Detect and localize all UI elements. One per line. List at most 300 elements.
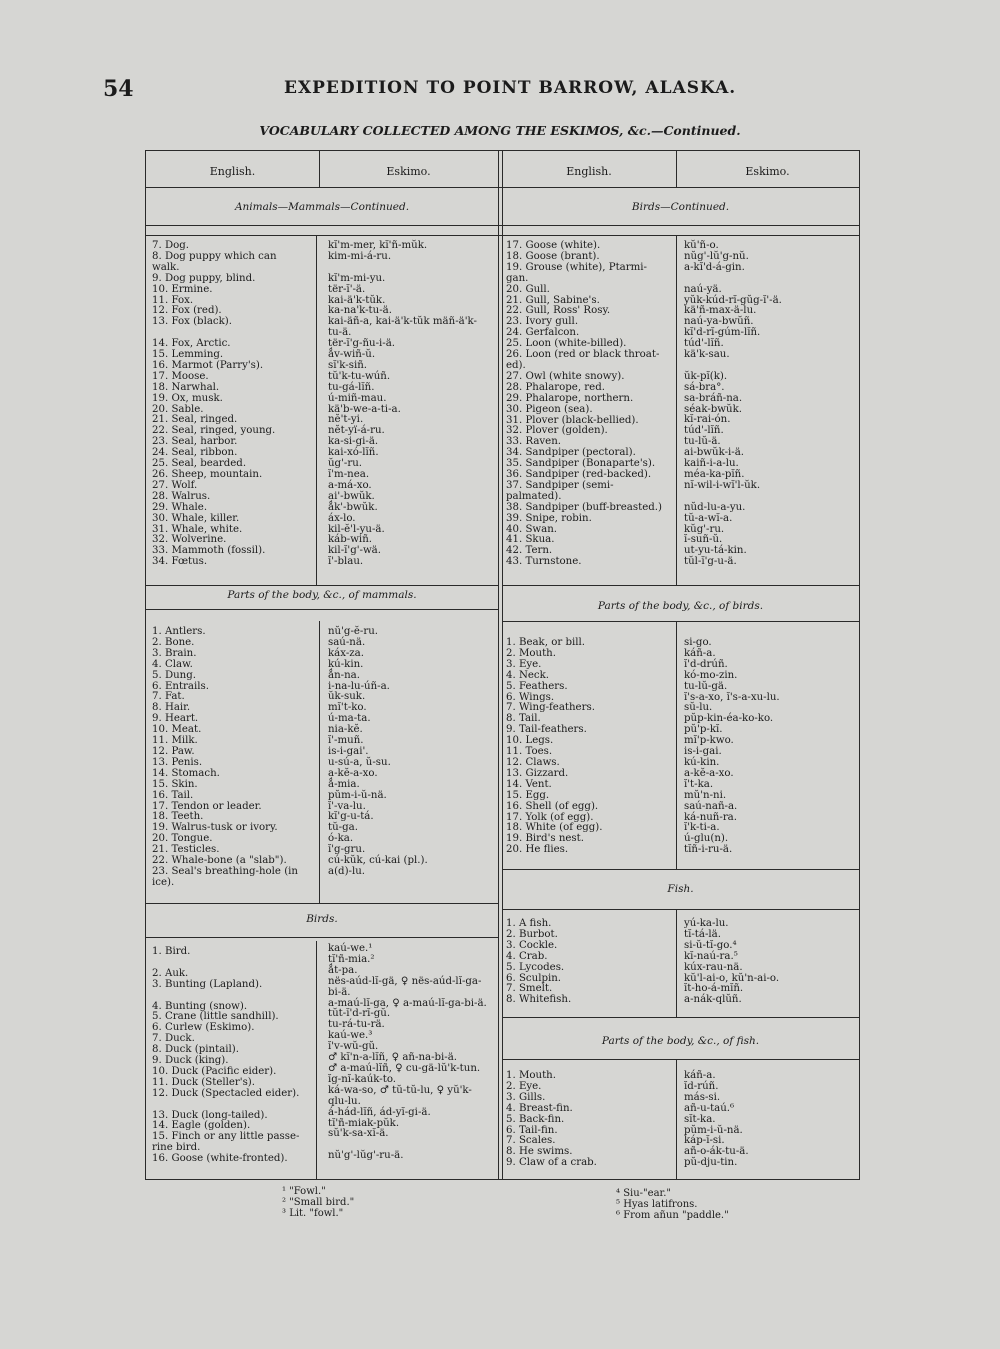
parts-birds-english-line: 5. Feathers. <box>506 680 568 692</box>
birds-eskimo-line: kaú-we.³ <box>328 1030 373 1042</box>
parts-birds-english-line: 9. Tail-feathers. <box>506 724 587 736</box>
birds-cont-eskimo-column <box>684 241 856 568</box>
parts-mammals-english-line: 11. Milk. <box>152 735 198 747</box>
parts-fish-english-line: 1. Mouth. <box>506 1070 556 1081</box>
mammals-english-line: 33. Mammoth (fossil). <box>152 545 266 557</box>
footnotes-left-line: ² "Small bird." <box>282 1197 355 1208</box>
parts-fish-eskimo-line: pŭ-dju-tin. <box>684 1157 738 1169</box>
birds-cont-english-line: 36. Sandpiper (red-backed). <box>506 469 652 481</box>
parts-mammals-eskimo-line: ŭk-suk. <box>328 691 366 703</box>
birds-english-line: 4. Bunting (snow). <box>152 1000 248 1012</box>
fish-english-line: 5. Lycodes. <box>506 961 565 973</box>
birds-cont-english-line: 17. Goose (white). <box>506 240 601 251</box>
mammals-eskimo-line: ǻk'-bwŭk. <box>328 501 378 513</box>
divider <box>502 1059 859 1060</box>
divider <box>146 235 859 236</box>
mammals-english-line: walk. <box>152 261 180 273</box>
parts-birds-english-line: 12. Claws. <box>506 756 560 768</box>
mammals-eskimo-line: tŭ'k-tu-wúñ. <box>328 370 391 382</box>
birds-cont-english-line: 40. Swan. <box>506 523 558 535</box>
birds-eskimo-line: a-maú-lĭ-ga, ♀ a-maú-lĭ-ga-bi-ä. <box>328 997 487 1009</box>
divider <box>146 225 859 226</box>
parts-fish-eskimo-line: káñ-a. <box>684 1070 716 1081</box>
mammals-english-line: 15. Lemming. <box>152 349 224 361</box>
birds-eskimo-line: ♂ a-maú-lĭñ, ♀ cu-gä-lŭ'k-tun. <box>328 1062 481 1074</box>
fish-english-line: 2. Burbot. <box>506 928 558 940</box>
birds-cont-eskimo-line: sa-bráñ-na. <box>684 392 743 404</box>
parts-birds-english-line: 2. Mouth. <box>506 647 556 659</box>
mammals-eskimo-line: ĭ'-blau. <box>328 556 364 568</box>
birds-cont-english-line: 42. Tern. <box>506 545 553 557</box>
parts-mammals-eskimo-line: ĭ'-va-lu. <box>328 800 366 812</box>
parts-birds-english-line: 1. Beak, or bill. <box>506 637 585 648</box>
birds-eskimo-line: tŭt-ĭ'd-rĭ-gŭ. <box>328 1008 391 1020</box>
birds-cont-english-line: 39. Snipe, robin. <box>506 512 592 524</box>
parts-birds-english-line: 8. Tail. <box>506 713 541 725</box>
birds-english-line <box>152 991 316 1002</box>
birds-eskimo-line: kaú-we.¹ <box>328 943 373 954</box>
parts-mammals-english-line: 14. Stomach. <box>152 767 220 779</box>
mammals-eskimo-line: ú-miñ-mau. <box>328 392 387 404</box>
mammals-english-line: 10. Ermine. <box>152 283 213 295</box>
footnotes-left <box>282 1186 482 1219</box>
birds-cont-english-line: 22. Gull, Ross' Rosy. <box>506 305 611 317</box>
mammals-english-line: 16. Marmot (Parry's). <box>152 359 264 371</box>
parts-mammals-eskimo-line: ǻ-mia. <box>328 778 360 790</box>
parts-birds-eskimo-column <box>684 638 856 856</box>
birds-cont-eskimo-line: kaiñ-i-a-lu. <box>684 458 739 470</box>
parts-birds-english-line: 19. Bird's nest. <box>506 833 584 845</box>
mammals-english-line: 27. Wolf. <box>152 479 198 491</box>
birds-english-line: 3. Bunting (Lapland). <box>152 978 263 990</box>
fish-eskimo-line: a-nák-qlŭñ. <box>684 994 742 1006</box>
parts-mammals-english-line: 7. Fat. <box>152 691 185 703</box>
birds-english-line: 6. Curlew (Eskimo). <box>152 1022 255 1034</box>
mammals-eskimo-line: kĭ'm-mi-yu. <box>328 272 386 284</box>
birds-cont-english-line: 35. Sandpiper (Bonaparte's). <box>506 458 656 470</box>
parts-birds-english-line: 7. Wing-feathers. <box>506 702 595 714</box>
parts-fish-english-line: 4. Breast-fin. <box>506 1102 573 1114</box>
birds-english-line: 16. Goose (white-fronted). <box>152 1153 288 1165</box>
mammals-english-line: 11. Fox. <box>152 294 194 306</box>
birds-cont-english-line: 18. Goose (brant). <box>506 250 600 262</box>
parts-mammals-eskimo-line: tŭ-ga. <box>328 822 358 834</box>
parts-mammals-english-line: 13. Penis. <box>152 756 203 768</box>
parts-birds-english-line: 20. He flies. <box>506 844 569 856</box>
birds-eskimo-line: á-hád-lĭñ, ád-yĭ-gi-ä. <box>328 1106 431 1118</box>
birds-cont-english-line: 19. Grouse (white), Ptarmi- <box>506 261 647 273</box>
birds-cont-english-line: 21. Gull, Sabine's. <box>506 294 600 306</box>
parts-fish-english-line: 2. Eye. <box>506 1080 542 1092</box>
mammals-english-line: 7. Dog. <box>152 240 190 251</box>
parts-fish-english-line: 7. Scales. <box>506 1135 556 1147</box>
parts-fish-english-line: 3. Gills. <box>506 1091 546 1103</box>
parts-fish-eskimo-line: káp-ĭ-si. <box>684 1135 725 1147</box>
parts-mammals-eskimo-line: nŭ'g-ĕ-ru. <box>328 626 379 637</box>
fish-english-line: 6. Sculpin. <box>506 972 562 984</box>
birds-english-line: 15. Finch or any little passe- <box>152 1131 300 1143</box>
birds-cont-eskimo-line: méa-ka-pĭñ. <box>684 469 745 480</box>
divider <box>146 585 498 586</box>
mammals-eskimo-line: kai-ä'k-tŭk. <box>328 294 386 306</box>
birds-cont-english-line: 30. Pigeon (sea). <box>506 403 593 415</box>
parts-mammals-english-line: 22. Whale-bone (a "slab"). <box>152 855 287 867</box>
birds-cont-english-line: palmated). <box>506 490 562 502</box>
parts-birds-eskimo-line: mĭ'p-kwo. <box>684 735 734 747</box>
section-mammals: Animals—Mammals—Continued. <box>234 201 410 213</box>
birds-cont-eskimo-line: kŭg'-ru. <box>684 523 725 535</box>
fish-eskimo-line: kúx-rau-nä. <box>684 961 743 973</box>
parts-birds-eskimo-line: kú-kin. <box>684 756 720 768</box>
mammals-eskimo-line: áx-lo. <box>328 512 356 524</box>
birds-cont-english-line: ed). <box>506 359 526 371</box>
parts-fish-eskimo-line: ĭd-rúñ. <box>684 1080 719 1092</box>
parts-mammals-eskimo-line: ǻn-na. <box>328 669 360 681</box>
fish-english-line: 4. Crab. <box>506 950 548 962</box>
parts-mammals-english-line: 8. Hair. <box>152 702 191 714</box>
parts-birds-eskimo-line: saú-nañ-a. <box>684 800 738 812</box>
parts-birds-eskimo-line: tu-lŭ-gä. <box>684 680 728 692</box>
birds-cont-english-line: 38. Sandpiper (buff-breasted.) <box>506 501 662 513</box>
divider <box>316 235 317 585</box>
birds-cont-english-line: 26. Loon (red or black throat- <box>506 349 660 361</box>
mammals-english-line: 22. Seal, ringed, young. <box>152 425 276 437</box>
birds-cont-eskimo-line: kä'k-sau. <box>684 349 730 361</box>
birds-cont-eskimo-line: túd'-lĭñ. <box>684 425 724 437</box>
birds-cont-english-line: 37. Sandpiper (semi- <box>506 479 614 491</box>
mammals-english-line: 14. Fox, Arctic. <box>152 338 231 350</box>
birds-english-line: rine bird. <box>152 1142 201 1154</box>
parts-fish-eskimo-line: sĭt-ka. <box>684 1113 716 1125</box>
parts-mammals-eskimo-line: káx-za. <box>328 647 364 659</box>
mammals-english-line: 12. Fox (red). <box>152 305 222 317</box>
birds-eskimo-line: tĭ'ñ-mia.² <box>328 953 375 965</box>
mammals-english-line: 28. Walrus. <box>152 490 211 502</box>
parts-mammals-eskimo-line: ú-ma-ta. <box>328 713 371 725</box>
parts-fish-eskimo-line: pŭm-i-ŭ-nä. <box>684 1124 743 1136</box>
parts-mammals-english-line: 15. Skin. <box>152 778 198 790</box>
birds-cont-english-line: 43. Turnstone. <box>506 556 582 568</box>
parts-birds-eskimo-line: ká-nuñ-ra. <box>684 811 737 823</box>
birds-english-column <box>152 947 316 1165</box>
parts-mammals-english-line: 20. Tongue. <box>152 833 213 845</box>
parts-birds-eskimo-line: ĭ'd-drúñ. <box>684 658 728 670</box>
footnotes-right-line: ⁵ Hyas latifrons. <box>616 1199 698 1210</box>
mammals-eskimo-line: tu-ä. <box>328 327 352 339</box>
mammals-eskimo-line: ka-na'k-tu-ä. <box>328 305 392 317</box>
parts-mammals-eskimo-line: ĭ'-muñ. <box>328 735 364 747</box>
parts-birds-eskimo-line: ĭ's-a-xo, ĭ's-a-xu-lu. <box>684 691 780 703</box>
birds-eskimo-line: qlu-lu. <box>328 1095 361 1107</box>
birds-eskimo-line: sŭ'k-sa-xĭ-ä. <box>328 1128 389 1140</box>
birds-cont-english-line: 25. Loon (white-billed). <box>506 338 627 350</box>
divider <box>146 903 498 904</box>
parts-birds-eskimo-line: kó-mo-zin. <box>684 669 738 681</box>
birds-english-line: 9. Duck (king). <box>152 1055 229 1067</box>
birds-eskimo-column <box>328 944 496 1162</box>
mammals-english-line: 8. Dog puppy which can <box>152 250 277 262</box>
mammals-english-line: 19. Ox, musk. <box>152 392 223 404</box>
mammals-eskimo-line: kil-ĕ'l-yu-ä. <box>328 523 385 535</box>
parts-fish-english-line: 5. Back-fin. <box>506 1113 565 1125</box>
divider <box>502 1017 859 1018</box>
birds-cont-eskimo-line: túd'-lĭñ. <box>684 338 724 350</box>
mammals-eskimo-line: sĭ'k-siñ. <box>328 359 368 371</box>
birds-cont-eskimo-line: ai-bwŭk-i-ä. <box>684 447 745 459</box>
parts-mammals-english-line: 12. Paw. <box>152 745 195 757</box>
mammals-eskimo-line: tu-gá-lĭñ. <box>328 381 375 393</box>
parts-fish-eskimo-column <box>684 1071 856 1169</box>
parts-birds-eskimo-line: tĭñ-i-ru-ä. <box>684 844 733 856</box>
mammals-eskimo-line: kĭ'm-mer, kĭ'ñ-mŭk. <box>328 240 428 251</box>
fish-eskimo-line: kĭ-naú-ra.⁵ <box>684 950 738 962</box>
mammals-eskimo-line: tër-ĭ'g-ñu-i-ä. <box>328 338 396 350</box>
parts-mammals-english-line: 23. Seal's breathing-hole (in <box>152 865 298 877</box>
mammals-eskimo-line: kai-xó-lĭñ. <box>328 447 379 459</box>
parts-birds-eskimo-line: pŭp-kin-éa-ko-ko. <box>684 713 774 725</box>
header-eskimo-right: Eskimo. <box>745 165 790 178</box>
parts-birds-eskimo-line: is-i-gai. <box>684 746 722 758</box>
divider <box>676 235 677 585</box>
birds-cont-english-line: 31. Plover (black-bellied). <box>506 414 639 426</box>
parts-mammals-eskimo-line: a(d)-lu. <box>328 865 366 877</box>
parts-mammals-eskimo-line: u-sú-a, ŭ-su. <box>328 756 391 768</box>
birds-cont-english-line: 41. Skua. <box>506 534 555 546</box>
birds-cont-eskimo-line: ut-yu-tá-kin. <box>684 545 747 557</box>
birds-cont-eskimo-line: séak-bwŭk. <box>684 403 742 415</box>
parts-birds-english-line: 18. White (of egg). <box>506 822 603 834</box>
birds-cont-english-line: 29. Phalarope, northern. <box>506 392 634 404</box>
divider <box>502 869 859 870</box>
mammals-eskimo-line: ĭ'm-nea. <box>328 469 370 481</box>
mammals-english-line: 21. Seal, ringed. <box>152 414 238 426</box>
parts-fish-eskimo-line: más-si. <box>684 1091 721 1103</box>
mammals-english-line: 9. Dog puppy, blind. <box>152 272 256 284</box>
parts-birds-english-line: 11. Toes. <box>506 746 553 758</box>
birds-cont-eskimo-line: tŭl-ĭ'g-u-ä. <box>684 556 737 568</box>
divider <box>146 937 498 938</box>
fish-eskimo-line: si-ŭ-tĭ-go.⁴ <box>684 939 737 951</box>
table-subtitle: VOCABULARY COLLECTED AMONG THE ESKIMOS, &c.—Continued. <box>259 123 741 138</box>
birds-cont-english-line: 20. Gull. <box>506 283 550 295</box>
parts-mammals-english-line: ice). <box>152 876 175 888</box>
section-fish: Fish. <box>667 883 694 895</box>
divider <box>319 621 320 903</box>
mammals-english-line: 20. Sable. <box>152 403 204 415</box>
parts-mammals-eskimo-line: cú-kŭk, cú-kai (pl.). <box>328 855 428 867</box>
parts-fish-english-line: 8. He swims. <box>506 1146 573 1158</box>
header-english-right: English. <box>566 165 612 178</box>
mammals-english-line: 23. Seal, harbor. <box>152 436 238 448</box>
divider <box>676 909 677 1017</box>
footnotes-right-line: ⁴ Siu-"ear." <box>616 1188 671 1199</box>
mammals-english-line: 13. Fox (black). <box>152 316 232 328</box>
mammals-eskimo-line: kä'b-we-a-ti-a. <box>328 403 401 415</box>
parts-birds-english-line: 4. Neck. <box>506 669 550 681</box>
section-parts-fish: Parts of the body, &c., of fish. <box>601 1035 760 1047</box>
mammals-eskimo-line: ai'-bwŭk. <box>328 490 375 502</box>
birds-cont-english-line: 23. Ivory gull. <box>506 316 579 328</box>
parts-birds-english-line: 15. Egg. <box>506 789 550 801</box>
parts-birds-eskimo-line: ĭ'k-ti-a. <box>684 822 720 834</box>
parts-birds-eskimo-line: mŭ'n-ni. <box>684 789 727 801</box>
birds-cont-eskimo-line: naú-ya-bwŭñ. <box>684 316 754 328</box>
parts-fish-english-line: 9. Claw of a crab. <box>506 1157 597 1169</box>
parts-mammals-english-line: 10. Meat. <box>152 724 202 736</box>
parts-mammals-eskimo-line: pŭm-i-ŭ-nä. <box>328 789 387 801</box>
fish-eskimo-line: yú-ka-lu. <box>684 918 729 929</box>
fish-eskimo-line: kŭ'l-ai-o, kŭ'n-ai-o. <box>684 972 780 984</box>
divider <box>146 187 859 188</box>
parts-birds-english-line: 6. Wings. <box>506 691 555 703</box>
birds-cont-eskimo-line: tu-lŭ-ä. <box>684 436 721 448</box>
mammals-english-line: 18. Narwhal. <box>152 381 220 393</box>
birds-cont-eskimo-line: naú-yä. <box>684 283 722 295</box>
birds-cont-eskimo-line: tŭ-a-wĭ-a. <box>684 512 733 524</box>
parts-mammals-english-line: 21. Testicles. <box>152 844 220 856</box>
birds-cont-eskimo-line: nŭg'-lŭ'g-nŭ. <box>684 250 749 262</box>
parts-mammals-eskimo-line <box>328 878 496 889</box>
parts-mammals-eskimo-line: kĭ'g-u-tá. <box>328 811 374 823</box>
birds-english-line: 7. Duck. <box>152 1033 195 1045</box>
parts-birds-english-line: 14. Vent. <box>506 778 552 790</box>
parts-birds-eskimo-line: káñ-a. <box>684 647 716 659</box>
birds-eskimo-line: ♂ kĭ'n-a-lĭñ, ♀ añ-na-bi-ä. <box>328 1052 458 1064</box>
parts-birds-eskimo-line: sŭ-lu. <box>684 702 713 714</box>
mammals-eskimo-line: káb-wiñ. <box>328 534 372 546</box>
footnotes-left-line: ¹ "Fowl." <box>282 1186 326 1197</box>
parts-mammals-eskimo-line: ĭ'g-gru. <box>328 844 366 856</box>
parts-birds-eskimo-line: ú-glu(n). <box>684 833 729 845</box>
mammals-english-column <box>152 241 316 568</box>
divider <box>498 151 499 1179</box>
parts-mammals-eskimo-line: ó-ka. <box>328 833 354 845</box>
section-parts-birds: Parts of the body, &c., of birds. <box>597 600 764 612</box>
mammals-eskimo-line: ǻv-wiñ-ŭ. <box>328 349 376 361</box>
parts-birds-english-line: 16. Shell (of egg). <box>506 800 599 812</box>
header-eskimo-left: Eskimo. <box>386 165 431 178</box>
parts-fish-english-line: 6. Tail-fin. <box>506 1124 558 1136</box>
mammals-eskimo-line: ka-si-gi-ä. <box>328 436 379 448</box>
birds-eskimo-line: ĭg-nĭ-kaúk-to. <box>328 1073 397 1085</box>
section-parts-mammals: Parts of the body, &c., of mammals. <box>227 589 417 601</box>
parts-mammals-eskimo-line: nia-kĕ. <box>328 724 363 736</box>
birds-cont-eskimo-line: a-kĭ'd-á-gin. <box>684 261 745 273</box>
parts-birds-eskimo-line: pŭ'p-kĭ. <box>684 724 723 736</box>
birds-eskimo-line: tĭ'ñ-miak-pŭk. <box>328 1117 400 1129</box>
parts-fish-english-column <box>506 1071 674 1169</box>
birds-english-line: 5. Crane (little sandhill). <box>152 1011 279 1023</box>
mammals-eskimo-line: kai-äñ-a, kai-ä'k-tŭk mäñ-ä'k- <box>328 316 477 328</box>
vocabulary-table <box>145 150 860 1180</box>
birds-english-line: 11. Duck (Steller's). <box>152 1076 256 1088</box>
birds-english-line: 13. Duck (long-tailed). <box>152 1109 268 1121</box>
birds-english-line: 8. Duck (pintail). <box>152 1044 240 1056</box>
mammals-eskimo-line: tër-ĭ'-ä. <box>328 283 366 295</box>
divider <box>676 621 677 869</box>
running-head: EXPEDITION TO POINT BARROW, ALASKA. <box>284 78 737 98</box>
parts-mammals-eskimo-line: mĭ't-ko. <box>328 702 367 714</box>
fish-english-column <box>506 919 674 1006</box>
fish-eskimo-line: ĭt-ho-á-mĭñ. <box>684 983 744 995</box>
birds-cont-english-line: gan. <box>506 272 529 284</box>
parts-mammals-eskimo-line: i-na-lu-úñ-a. <box>328 680 390 692</box>
birds-cont-english-line: 28. Phalarope, red. <box>506 381 605 393</box>
fish-english-line: 7. Smelt. <box>506 983 553 995</box>
birds-cont-english-line: 34. Sandpiper (pectoral). <box>506 447 636 459</box>
parts-mammals-english-line: 9. Heart. <box>152 713 199 725</box>
parts-birds-english-line: 10. Legs. <box>506 735 554 747</box>
parts-birds-english-line: 13. Gizzard. <box>506 767 569 779</box>
birds-english-line: 10. Duck (Pacific eider). <box>152 1065 277 1077</box>
birds-cont-english-column <box>506 241 674 568</box>
mammals-eskimo-line: kim-mi-á-ru. <box>328 250 392 262</box>
fish-english-line: 3. Cockle. <box>506 939 558 951</box>
parts-mammals-eskimo-line: is-i-gai'. <box>328 745 369 757</box>
divider <box>502 909 859 910</box>
parts-birds-english-column <box>506 638 674 856</box>
birds-cont-eskimo-line: ĭ-suñ-ŭ. <box>684 534 723 546</box>
birds-cont-eskimo-line: kŭ'ñ-o. <box>684 240 719 251</box>
fish-eskimo-line: tĭ-tá-lä. <box>684 928 721 940</box>
parts-mammals-english-line: 4. Claw. <box>152 658 193 670</box>
parts-mammals-english-line: 17. Tendon or leader. <box>152 800 262 812</box>
mammals-english-line: 29. Whale. <box>152 501 208 513</box>
parts-birds-english-line: 3. Eye. <box>506 658 542 670</box>
page-number: 54 <box>103 76 134 102</box>
mammals-english-line: 30. Whale, killer. <box>152 512 240 524</box>
birds-cont-english-line: 32. Plover (golden). <box>506 425 608 437</box>
footnotes-right-line: ⁶ From añun "paddle." <box>616 1210 729 1221</box>
birds-english-line: 1. Bird. <box>152 946 191 957</box>
birds-cont-eskimo-line: kĭ-rai-ón. <box>684 414 731 426</box>
mammals-eskimo-column <box>328 241 496 568</box>
fish-english-line: 1. A fish. <box>506 918 552 929</box>
birds-cont-eskimo-line: nĭ-wil-i-wĭ'l-ŭk. <box>684 479 761 491</box>
birds-cont-eskimo-line: kä'ñ-max-ä-lu. <box>684 305 757 317</box>
mammals-english-line: 26. Sheep, mountain. <box>152 469 263 481</box>
birds-english-line: 14. Eagle (golden). <box>152 1120 251 1132</box>
birds-cont-eskimo-line: kĭ'd-rĭ-gúm-lĭñ. <box>684 327 761 339</box>
divider <box>316 941 317 1179</box>
birds-cont-english-line: 24. Gerfalcon. <box>506 327 580 339</box>
mammals-english-line: 32. Wolverine. <box>152 534 227 546</box>
section-birds-continued: Birds—Continued. <box>631 201 730 213</box>
mammals-english-line: 25. Seal, bearded. <box>152 458 247 470</box>
divider <box>502 621 859 622</box>
parts-birds-eskimo-line: si-go. <box>684 637 712 648</box>
parts-mammals-eskimo-column <box>328 627 496 889</box>
parts-mammals-english-line: 3. Brain. <box>152 647 197 659</box>
birds-eskimo-line: ǻt-pa. <box>328 964 358 976</box>
birds-eskimo-line: nŭ'g'-lŭg'-ru-ä. <box>328 1150 404 1162</box>
mammals-eskimo-line: a-má-xo. <box>328 479 372 491</box>
birds-cont-eskimo-line: nŭd-lu-a-yu. <box>684 501 746 513</box>
parts-mammals-eskimo-line: kú-kin. <box>328 658 364 670</box>
mammals-eskimo-line: nĕ't-yi. <box>328 414 364 426</box>
parts-birds-eskimo-line: ĭ't-ka. <box>684 778 714 790</box>
birds-english-line: 2. Auk. <box>152 967 189 979</box>
mammals-english-line: 24. Seal, ribbon. <box>152 447 238 459</box>
divider <box>502 151 503 1179</box>
mammals-eskimo-line: nĕt-yï-á-ru. <box>328 425 385 437</box>
divider <box>676 1059 677 1179</box>
birds-eskimo-line: nës-aúd-lĭ-gä, ♀ nës-aúd-lĭ-ga- <box>328 975 482 987</box>
birds-eskimo-line: tu-rá-tu-rä. <box>328 1019 385 1031</box>
birds-english-line: 12. Duck (Spectacled eider). <box>152 1087 300 1099</box>
section-birds: Birds. <box>306 913 338 925</box>
parts-mammals-eskimo-line: a-kĕ-a-xo. <box>328 767 378 779</box>
